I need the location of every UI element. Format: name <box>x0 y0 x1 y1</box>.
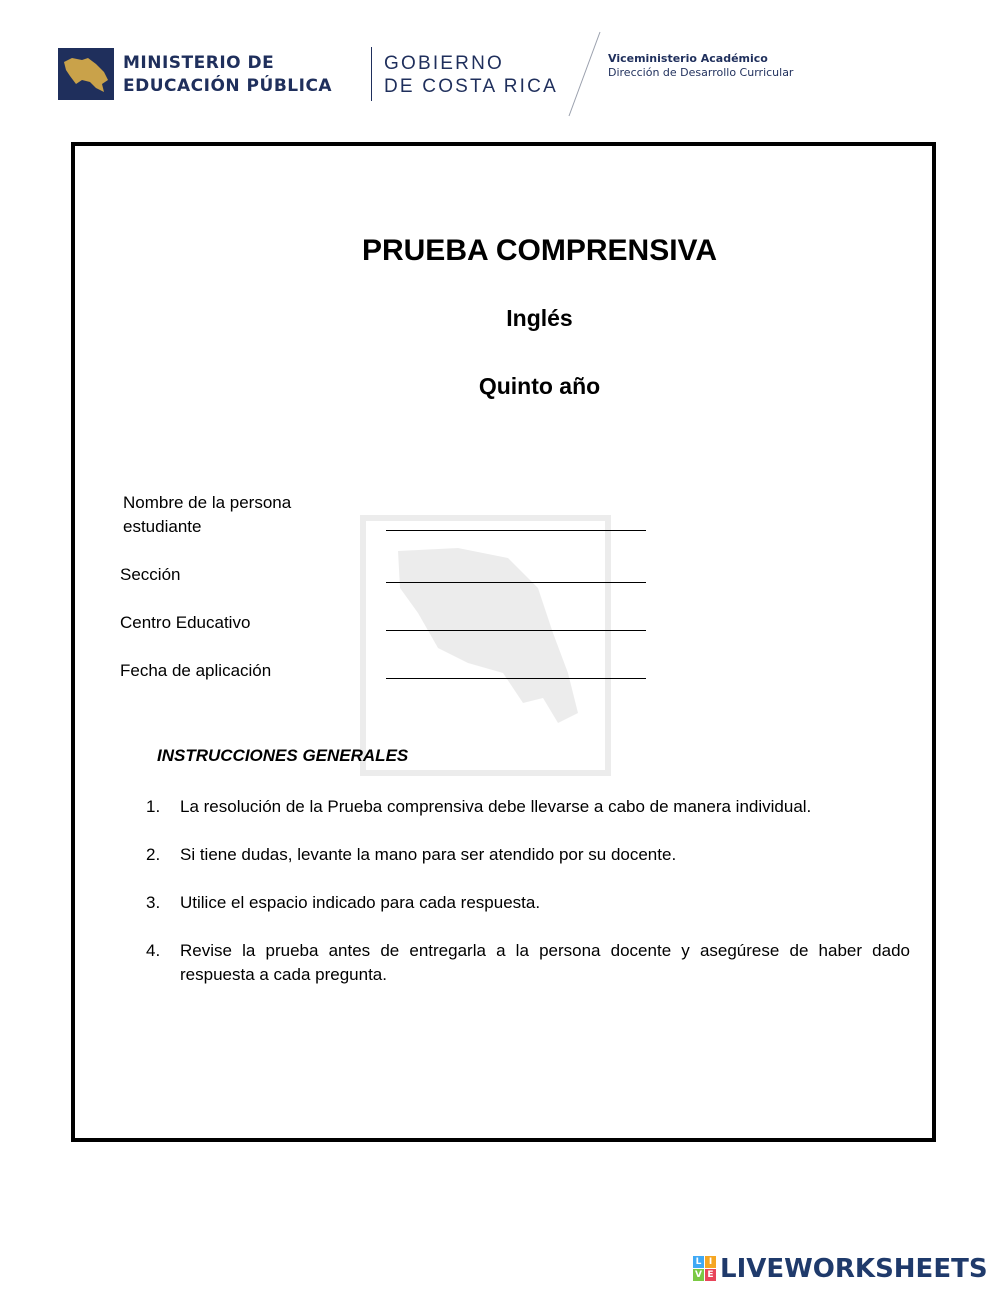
grade: Quinto año <box>478 373 601 399</box>
mep-logo <box>58 48 114 100</box>
date-label: Fecha de aplicación <box>120 661 272 680</box>
student-name-line[interactable] <box>386 530 646 531</box>
icon-letter: I <box>705 1256 716 1268</box>
costa-rica-watermark-icon <box>288 373 614 779</box>
instruction-text: La resolución de la Prueba comprensiva debe llevarse a cabo de manera individual. <box>180 797 812 816</box>
icon-letter: E <box>705 1269 716 1281</box>
vice-title: Viceministerio Académico <box>608 52 768 65</box>
vice-ministry <box>608 52 793 80</box>
section-line[interactable] <box>386 582 646 583</box>
section-label: Sección <box>120 565 181 584</box>
costa-rica-map-icon <box>62 54 110 94</box>
ministry-line-1: MINISTERIO DE <box>123 53 275 73</box>
student-name-label-line-2: estudiante <box>123 517 202 536</box>
student-name-label-line-1: Nombre de la persona <box>123 493 292 512</box>
instruction-number: 3. <box>146 893 161 912</box>
instruction-number: 4. <box>146 941 161 960</box>
government-name <box>384 52 558 98</box>
subject: Inglés <box>506 305 573 331</box>
instruction-text: Revise la prueba antes de entregarla a la persona docente y asegúrese de haber dado respuesta a cada pregunta. <box>180 941 910 984</box>
instruction-text: Utilice el espacio indicado para cada respuesta. <box>180 893 541 912</box>
liveworksheets-brand: LIVEWORKSHEETS <box>720 1254 988 1284</box>
gov-line-2: DE COSTA RICA <box>384 76 558 97</box>
liveworksheets-icon <box>693 1256 717 1282</box>
instruction-number: 2. <box>146 845 161 864</box>
header <box>0 0 1000 130</box>
icon-letter: L <box>693 1256 704 1268</box>
school-label: Centro Educativo <box>120 613 251 632</box>
liveworksheets-logo[interactable] <box>693 1254 988 1284</box>
vice-subtitle: Dirección de Desarrollo Curricular <box>608 66 794 79</box>
page-title: PRUEBA COMPRENSIVA <box>361 234 718 267</box>
icon-letter: V <box>693 1269 704 1281</box>
student-name-label <box>123 491 291 539</box>
instruction-number: 1. <box>146 797 161 816</box>
school-line[interactable] <box>386 630 646 631</box>
ministry-line-2: EDUCACIÓN PÚBLICA <box>123 76 333 96</box>
instructions-title: INSTRUCCIONES GENERALES <box>157 746 409 765</box>
header-divider <box>371 47 372 101</box>
instruction-text: Si tiene dudas, levante la mano para ser atendido por su docente. <box>180 845 677 864</box>
header-slash-divider <box>567 30 603 118</box>
ministry-name <box>123 52 332 98</box>
date-line[interactable] <box>386 678 646 679</box>
gov-line-1: GOBIERNO <box>384 53 505 74</box>
